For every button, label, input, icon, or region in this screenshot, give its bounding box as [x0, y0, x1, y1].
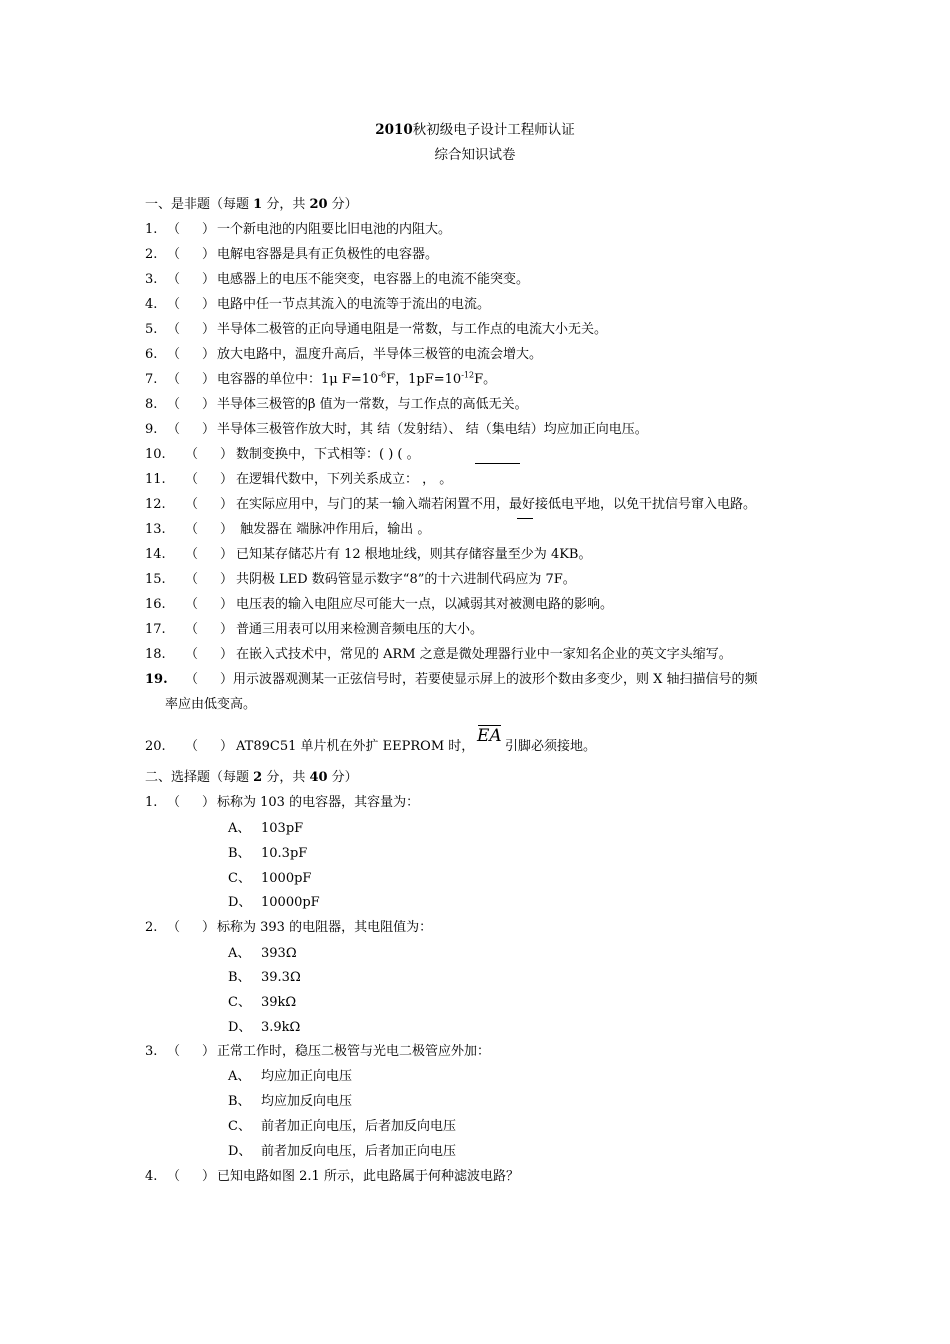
paren-close: ）: [220, 647, 234, 662]
answer-blank: [167, 297, 217, 313]
option-d: [228, 1144, 456, 1160]
item-number: 20.: [145, 739, 166, 754]
option-value: 前者加正向电压，后者加反向电压: [261, 1119, 457, 1134]
answer-blank: [185, 597, 236, 613]
paren-close: ）: [202, 1169, 216, 1184]
paren-open: （: [185, 597, 199, 612]
item-text: 半导体三极管作放大时，其 结（发射结）、 结（集电结）均应加正向电压。: [217, 422, 648, 437]
answer-blank: [185, 647, 236, 663]
tf-item-17: [145, 622, 483, 638]
paren-open: （: [167, 222, 181, 237]
paren-close: ）: [220, 522, 234, 537]
item-text: 数制变换中，下式相等：( ) ( 。: [236, 447, 420, 462]
tf-item-8: [145, 397, 528, 413]
paren-open: （: [167, 397, 181, 412]
tf-item-13: [145, 522, 430, 538]
option-value: 10.3pF: [261, 846, 308, 861]
option-key: C、: [228, 995, 251, 1010]
question-text: 标称为 103 的电容器，其容量为：: [217, 795, 420, 810]
paren-close: ）: [220, 597, 234, 612]
paren-open: （: [167, 272, 181, 287]
item-text: 共阴极 LED 数码管显示数字“8”的十六进制代码应为 7F。: [236, 572, 576, 587]
paren-open: （: [167, 247, 181, 262]
tf-item-18: [145, 647, 732, 663]
paren-close: ）: [202, 1044, 216, 1059]
paren-close: ）: [220, 472, 234, 487]
item-number: 7.: [145, 372, 158, 387]
formula-overline: [517, 518, 533, 519]
tf-item-4: [145, 297, 490, 313]
paren-open: （: [167, 322, 181, 337]
question-text: 标称为 393 的电阻器，其电阻值为：: [217, 920, 433, 935]
paren-close: ）: [202, 222, 216, 237]
option-key: B、: [228, 1094, 251, 1109]
tf-item-2: [145, 247, 438, 263]
paren-open: （: [167, 1044, 181, 1059]
option-key: A、: [228, 821, 251, 836]
option-d: [228, 1020, 300, 1036]
answer-blank: [167, 920, 217, 936]
paren-open: （: [185, 547, 199, 562]
question-text: 已知电路如图 2.1 所示，此电路属于何种滤波电路？: [217, 1169, 519, 1184]
option-key: A、: [228, 1069, 251, 1084]
paren-close: ）: [202, 372, 216, 387]
paren-open: （: [185, 522, 199, 537]
item-number: 5.: [145, 322, 158, 337]
section1-heading-a: 一、是非题（每题: [145, 197, 254, 212]
answer-blank: [185, 547, 236, 563]
paren-open: （: [167, 297, 181, 312]
option-d: [228, 895, 320, 911]
question-text: 正常工作时，稳压二极管与光电二极管应外加：: [217, 1044, 491, 1059]
item-number: 6.: [145, 347, 158, 362]
tf-item-12: [145, 497, 756, 513]
section2-heading-e: 分）: [327, 770, 358, 785]
item-text: 电压表的输入电阻应尽可能大一点，以减弱其对被测电路的影响。: [236, 597, 614, 612]
paren-open: （: [185, 622, 199, 637]
item-number: 1.: [145, 222, 158, 237]
paren-close: ）: [220, 447, 234, 462]
section2-heading-c: 分，共: [262, 770, 310, 785]
exam-title-text: 秋初级电子设计工程师认证: [412, 122, 575, 138]
item-number: 4.: [145, 297, 158, 312]
paren-close: ）: [220, 547, 234, 562]
option-key: B、: [228, 846, 251, 861]
answer-blank: [167, 347, 217, 363]
tf-item-9: [145, 422, 648, 438]
answer-blank: [185, 497, 236, 513]
option-a: [228, 946, 297, 962]
tf-item-19: [145, 672, 758, 688]
option-value: 39.3Ω: [261, 970, 301, 985]
option-key: C、: [228, 871, 251, 886]
option-value: 3.9kΩ: [261, 1020, 301, 1035]
item-number: 17.: [145, 622, 166, 637]
answer-blank: [167, 322, 217, 338]
paren-close: ）: [202, 322, 216, 337]
paren-close: ）: [202, 347, 216, 362]
option-value: 1000pF: [261, 871, 312, 886]
superscript: -6: [378, 370, 387, 380]
paren-close: ）: [220, 497, 234, 512]
formula-overline: [475, 463, 520, 464]
item-text: 电容器的单位中：1μ F=10: [217, 372, 379, 387]
answer-blank: [185, 672, 233, 688]
option-c: [228, 1119, 456, 1135]
paren-open: （: [185, 447, 199, 462]
paren-open: （: [185, 572, 199, 587]
paren-close: ）: [220, 572, 234, 587]
item-text: 在实际应用中，与门的某一输入端若闲置不用，最好接低电平地，以免干扰信号窜入电路。: [236, 497, 757, 512]
section1-heading: [145, 197, 358, 213]
paren-close: ）: [202, 795, 216, 810]
option-a: [228, 821, 303, 837]
option-key: D、: [228, 1144, 252, 1159]
answer-blank: [167, 397, 217, 413]
mc-question-4: [145, 1169, 519, 1185]
paren-close: ）: [202, 397, 216, 412]
option-key: C、: [228, 1119, 251, 1134]
section1-heading-c: 分，共: [262, 197, 310, 212]
paren-open: （: [167, 372, 181, 387]
answer-blank: [185, 472, 236, 488]
paren-open: （: [167, 1169, 181, 1184]
option-value: 均应加反向电压: [261, 1094, 353, 1109]
option-b: [228, 846, 307, 862]
option-key: A、: [228, 946, 251, 961]
item-text: 放大电路中，温度升高后，半导体三极管的电流会增大。: [217, 347, 543, 362]
mc-question-2: [145, 920, 432, 936]
paren-close: ）: [202, 920, 216, 935]
answer-blank: [185, 622, 236, 638]
paren-close: ）: [202, 247, 216, 262]
answer-blank: [167, 372, 217, 388]
tf-item-14: [145, 547, 591, 563]
answer-blank: [167, 222, 217, 238]
option-key: B、: [228, 970, 251, 985]
item-text: 电感器上的电压不能突变，电容器上的电流不能突变。: [217, 272, 530, 287]
answer-blank: [167, 272, 217, 288]
paren-close: ）: [220, 622, 234, 637]
superscript: -12: [461, 370, 475, 380]
option-key: D、: [228, 895, 252, 910]
option-value: 39kΩ: [261, 995, 297, 1010]
answer-blank: [185, 447, 236, 463]
tf-item-19-continued: 率应由低变高。: [165, 697, 257, 712]
tf-item-16: [145, 597, 613, 613]
item-text: F，1pF=10: [386, 372, 462, 387]
item-text: 一个新电池的内阻要比旧电池的内阻大。: [217, 222, 452, 237]
tf-item-10: [145, 447, 420, 463]
item-text: 在逻辑代数中，下列关系成立： ， 。: [236, 472, 453, 487]
tf-item-20: [145, 739, 474, 755]
paren-open: （: [185, 472, 199, 487]
question-number: 2.: [145, 920, 158, 935]
item-number: 19.: [145, 672, 168, 687]
answer-blank: [167, 1169, 217, 1185]
paren-open: （: [167, 347, 181, 362]
mc-question-3: [145, 1044, 490, 1060]
tf-item-20-tail: 引脚必须接地。: [505, 739, 597, 754]
answer-blank: [185, 572, 236, 588]
item-number: 9.: [145, 422, 158, 437]
option-value: 10000pF: [261, 895, 320, 910]
option-b: [228, 970, 301, 986]
question-number: 1.: [145, 795, 158, 810]
paren-close: ）: [202, 272, 216, 287]
item-text: 电解电容器是具有正负极性的电容器。: [217, 247, 439, 262]
item-text: 半导体二极管的正向导通电阻是一常数，与工作点的电流大小无关。: [217, 322, 608, 337]
item-number: 15.: [145, 572, 166, 587]
paren-open: （: [185, 739, 199, 754]
tf-item-15: [145, 572, 576, 588]
paren-open: （: [167, 795, 181, 810]
item-number: 14.: [145, 547, 166, 562]
paren-close: ）: [220, 672, 234, 687]
section1-heading-b: 1: [253, 197, 263, 212]
item-text: 普通三用表可以用来检测音频电压的大小。: [236, 622, 484, 637]
item-text: 电路中任一节点其流入的电流等于流出的电流。: [217, 297, 491, 312]
ea-pin-symbol: [477, 728, 502, 746]
option-c: [228, 995, 296, 1011]
mc-question-1: [145, 795, 419, 811]
tf-item-5: [145, 322, 607, 338]
section1-heading-d: 20: [309, 197, 328, 212]
question-number: 4.: [145, 1169, 158, 1184]
section1-heading-e: 分）: [327, 197, 358, 212]
tf-item-7: [145, 372, 496, 388]
item-number: 10.: [145, 447, 166, 462]
paren-close: ）: [220, 739, 234, 754]
exam-year: 2010: [375, 122, 413, 138]
option-key: D、: [228, 1020, 252, 1035]
item-number: 2.: [145, 247, 158, 262]
item-text: 半导体三极管的β 值为一常数，与工作点的高低无关。: [217, 397, 528, 412]
tf-item-6: [145, 347, 542, 363]
option-value: 393Ω: [261, 946, 297, 961]
option-value: 103pF: [261, 821, 304, 836]
paren-open: （: [167, 920, 181, 935]
paren-close: ）: [202, 422, 216, 437]
item-text: 在嵌入式技术中，常见的 ARM 之意是微处理器行业中一家知名企业的英文字头缩写。: [236, 647, 732, 662]
item-number: 16.: [145, 597, 166, 612]
paren-close: ）: [202, 297, 216, 312]
section2-heading-d: 40: [309, 770, 328, 785]
paren-open: （: [185, 672, 199, 687]
answer-blank: [167, 795, 217, 811]
item-number: 18.: [145, 647, 166, 662]
item-text: F。: [474, 372, 497, 387]
option-value: 均应加正向电压: [261, 1069, 353, 1084]
question-number: 3.: [145, 1044, 158, 1059]
option-a: [228, 1069, 352, 1085]
answer-blank: [167, 1044, 217, 1060]
item-number: 13.: [145, 522, 166, 537]
exam-title: [0, 121, 950, 139]
answer-blank: [185, 739, 236, 755]
item-text: 用示波器观测某一正弦信号时，若要使显示屏上的波形个数由多变少，则 X 轴扫描信号的频: [233, 672, 758, 687]
item-text: AT89C51 单片机在外扩 EEPROM 时，: [236, 739, 475, 754]
item-text: 已知某存储芯片有 12 根地址线，则其存储容量至少为 4KB。: [236, 547, 592, 562]
option-c: [228, 871, 311, 887]
section2-heading: [145, 770, 358, 786]
paren-open: （: [185, 647, 199, 662]
tf-item-3: [145, 272, 529, 288]
item-number: 3.: [145, 272, 158, 287]
answer-blank: [167, 422, 217, 438]
exam-subtitle: 综合知识试卷: [434, 147, 516, 163]
option-b: [228, 1094, 352, 1110]
item-number: 12.: [145, 497, 166, 512]
option-value: 前者加反向电压，后者加正向电压: [261, 1144, 457, 1159]
section2-heading-b: 2: [253, 770, 263, 785]
paren-open: （: [185, 497, 199, 512]
answer-blank: [185, 522, 236, 538]
paren-open: （: [167, 422, 181, 437]
answer-blank: [167, 247, 217, 263]
section2-heading-a: 二、选择题（每题: [145, 770, 254, 785]
ea-overline-label: EA: [477, 726, 502, 746]
tf-item-11: [145, 472, 452, 488]
item-number: 11.: [145, 472, 166, 487]
item-text: 触发器在 端脉冲作用后，输出 。: [236, 522, 431, 537]
tf-item-1: [145, 222, 451, 238]
item-number: 8.: [145, 397, 158, 412]
